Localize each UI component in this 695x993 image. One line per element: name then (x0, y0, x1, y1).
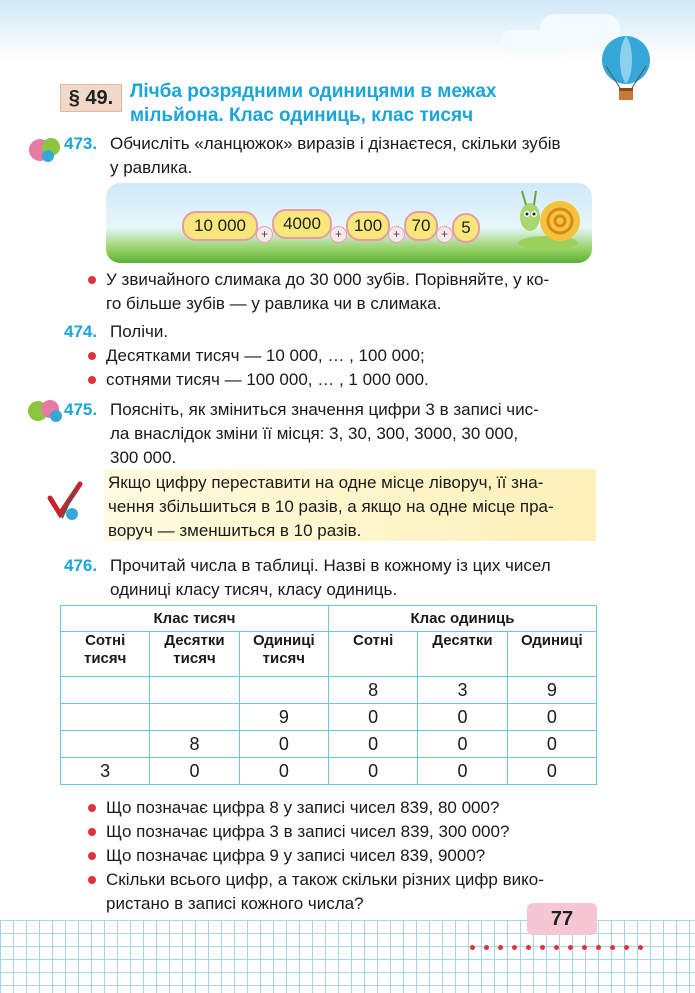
rule-text: чення збільшиться в 10 разів, а якщо на одне місце пра- (108, 497, 554, 516)
chain-value: 4000 (272, 209, 332, 239)
bullet-icon (88, 276, 96, 284)
exercise-number: 475. (64, 400, 98, 419)
section-number-badge: § 49. (60, 84, 122, 112)
bullet-icon (88, 876, 96, 884)
table-cell: 9 (507, 677, 596, 704)
table-cell (150, 677, 239, 704)
column-header: Десятки тисяч (150, 632, 239, 677)
bullet-icon (88, 352, 96, 360)
place-value-table (60, 605, 597, 785)
question-text: Скільки всього цифр, а також скільки різних цифр вико- (106, 870, 544, 889)
rule-text: воруч — зменшиться в 10 разів. (108, 521, 362, 540)
table-cell (61, 704, 150, 731)
table-cell: 0 (150, 758, 239, 785)
puzzle-piece-icon (28, 135, 64, 165)
exercise-text: Прочитай числа в таблиці. Назві в кожному із цих чисел (110, 556, 551, 575)
exercise-number: 474. (64, 322, 98, 341)
bullet-text: го більше зубів — у равлика чи в слимака. (106, 294, 442, 313)
chain-value: 5 (452, 213, 480, 243)
dot-decoration (470, 937, 670, 945)
puzzle-piece-icon (26, 398, 64, 424)
bullet-icon (88, 376, 96, 384)
table-cell: 0 (239, 758, 328, 785)
plus-sign: + (436, 226, 453, 243)
exercise-text: одиниці класу тисяч, класу одиниць. (110, 580, 398, 599)
bullet-text: Десятками тисяч — 10 000, … , 100 000; (106, 346, 425, 365)
plus-sign: + (330, 226, 347, 243)
column-header: Сотні (328, 632, 417, 677)
question-text: ристано в записі кожного числа? (106, 894, 364, 913)
bullet-text: У звичайного слимака до 30 000 зубів. Порівняйте, у ко- (106, 270, 550, 289)
table-cell: 0 (507, 731, 596, 758)
bullet-icon (88, 828, 96, 836)
rule-text: Якщо цифру переставити на одне місце ліворуч, її зна- (108, 473, 544, 492)
snail-chain-illustration (106, 183, 592, 263)
group-header-units: Клас одиниць (328, 606, 596, 632)
exercise-number: 476. (64, 556, 98, 575)
table-cell: 0 (507, 704, 596, 731)
bullet-text: сотнями тисяч — 100 000, … , 1 000 000. (106, 370, 429, 389)
exercise-number: 473. (64, 134, 98, 153)
column-header: Сотні тисяч (61, 632, 150, 677)
cloud-decoration (500, 30, 570, 52)
column-header: Десятки (418, 632, 507, 677)
exercise-text: Обчисліть «ланцюжок» виразів і дізнаєтеся, скільки зубів (110, 134, 561, 153)
plus-sign: + (388, 226, 405, 243)
column-header: Одиниці тисяч (239, 632, 328, 677)
table-cell: 0 (507, 758, 596, 785)
table-cell: 0 (328, 731, 417, 758)
table-cell (239, 677, 328, 704)
table-cell: 0 (328, 758, 417, 785)
question-text: Що позначає цифра 8 у записі чисел 839, 80 000? (106, 798, 500, 817)
question-text: Що позначає цифра 3 в записі чисел 839, 300 000? (106, 822, 510, 841)
table-cell: 3 (418, 677, 507, 704)
table-row (61, 758, 597, 785)
rule-note-box (104, 469, 596, 541)
plus-sign: + (256, 226, 273, 243)
section-title-line: Лічба розрядними одиницями в межах (130, 81, 497, 102)
table-cell: 0 (239, 731, 328, 758)
table-cell: 0 (418, 758, 507, 785)
hot-air-balloon-icon (600, 36, 652, 108)
table-cell: 3 (61, 758, 150, 785)
bullet-icon (88, 804, 96, 812)
table-cell: 8 (328, 677, 417, 704)
snail-icon (514, 187, 584, 253)
table-cell: 0 (328, 704, 417, 731)
checkmark-pencil-icon (46, 480, 86, 524)
table-cell: 0 (418, 704, 507, 731)
exercise-text: у равлика. (110, 158, 193, 177)
table-cell: 0 (418, 731, 507, 758)
table-row (61, 704, 597, 731)
table-cell: 8 (150, 731, 239, 758)
table-row (61, 731, 597, 758)
table-cell (150, 704, 239, 731)
column-header: Одиниці (507, 632, 596, 677)
table-cell: 9 (239, 704, 328, 731)
group-header-thousands: Клас тисяч (61, 606, 329, 632)
section-title-line: мільйона. Клас одиниць, клас тисяч (130, 105, 474, 126)
table-row (61, 677, 597, 704)
chain-value: 70 (404, 211, 438, 241)
chain-value: 10 000 (182, 211, 258, 241)
exercise-text: ла внаслідок зміни її місця: 3, 30, 300, 3000, 30 000, (110, 424, 519, 443)
exercise-text: Поясніть, як зміниться значення цифри 3 в записі чис- (110, 400, 539, 419)
bullet-icon (88, 852, 96, 860)
table-cell (61, 731, 150, 758)
question-text: Що позначає цифра 9 у записі чисел 839, 9000? (106, 846, 486, 865)
table-cell (61, 677, 150, 704)
page-number: 77 (527, 903, 597, 935)
exercise-text: Полічи. (110, 322, 169, 341)
exercise-text: 300 000. (110, 448, 177, 467)
section-title (130, 80, 580, 128)
chain-value: 100 (346, 211, 390, 241)
